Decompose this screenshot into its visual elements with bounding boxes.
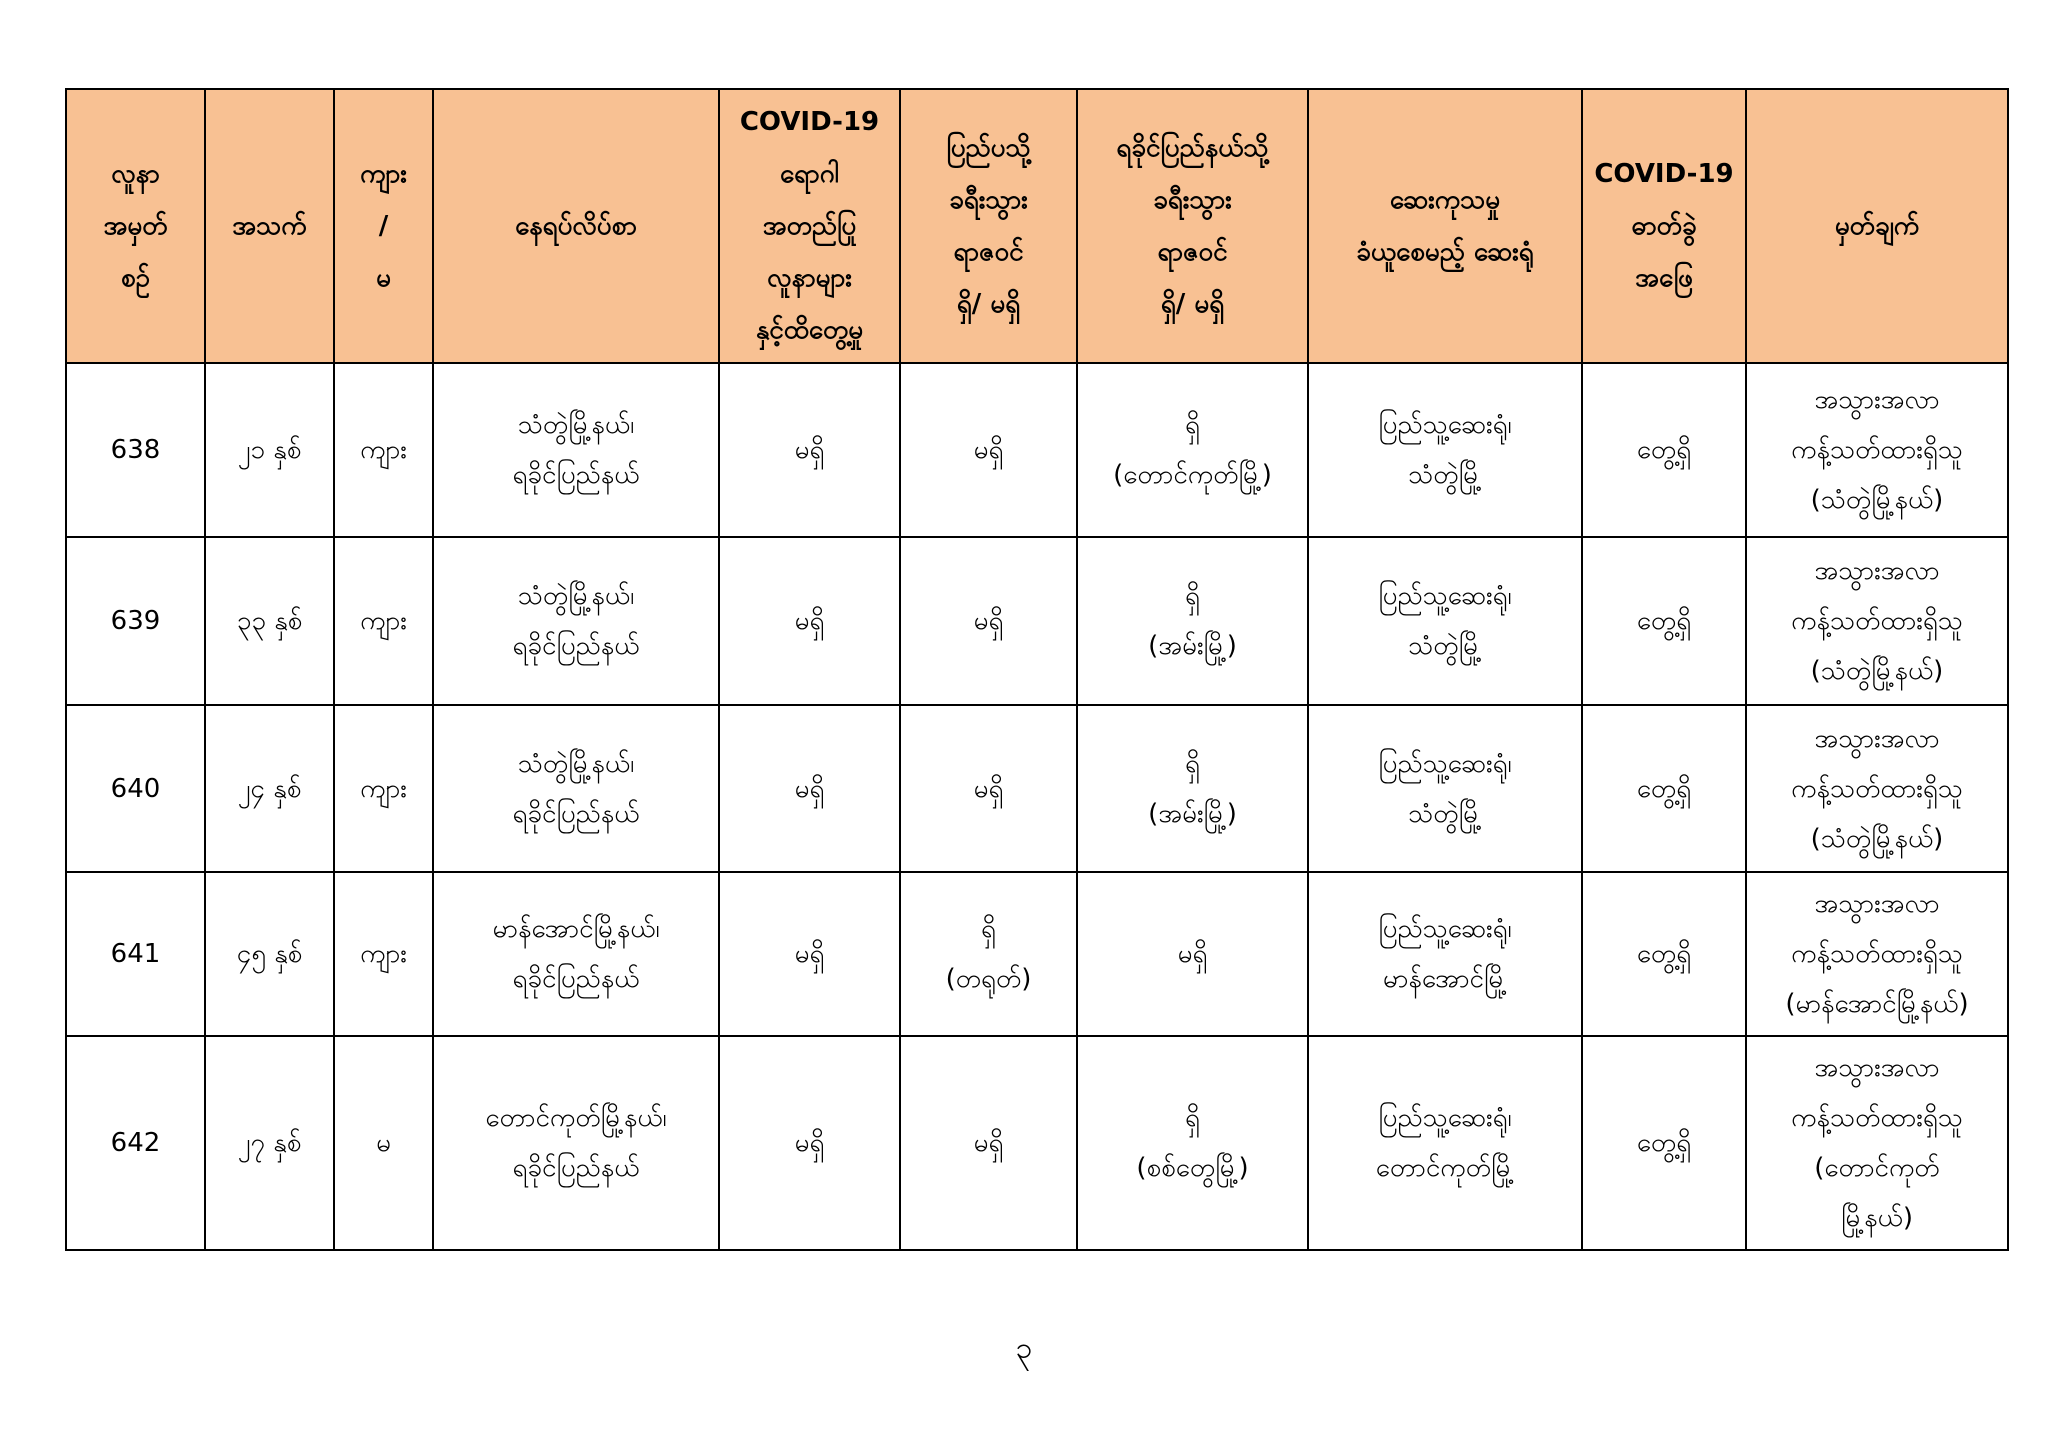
cell-address: သံတွဲမြို့နယ်၊ ရခိုင်ပြည်နယ် <box>433 537 719 705</box>
cell-remarks: အသွားအလာ ကန့်သတ်ထားရှိသူ (သံတွဲမြို့နယ်) <box>1746 537 2008 705</box>
cell-rakhine-travel: ရှိ (တောင်ကုတ်မြို့) <box>1077 363 1308 537</box>
cell-lab-result: တွေ့ရှိ <box>1582 872 1746 1036</box>
cell-hospital: ပြည်သူ့ဆေးရုံ၊ သံတွဲမြို့ <box>1308 363 1582 537</box>
cell-contact: မရှိ <box>719 705 900 872</box>
header-lab-result: COVID-19 ဓာတ်ခွဲ အဖြေ <box>1582 89 1746 363</box>
header-sex: ကျား / မ <box>334 89 433 363</box>
case-table <box>65 88 2009 1251</box>
cell-address: တောင်ကုတ်မြို့နယ်၊ ရခိုင်ပြည်နယ် <box>433 1036 719 1250</box>
header-contact-with-confirmed: COVID-19 ရောဂါ အတည်ပြု လူနာများ နှင့်ထိတွေ့မှု <box>719 89 900 363</box>
table-row <box>66 705 2008 872</box>
table-row <box>66 1036 2008 1250</box>
cell-lab-result: တွေ့ရှိ <box>1582 705 1746 872</box>
cell-foreign-travel: ရှိ (တရုတ်) <box>900 872 1077 1036</box>
cell-contact: မရှိ <box>719 537 900 705</box>
cell-lab-result: တွေ့ရှိ <box>1582 537 1746 705</box>
cell-remarks: အသွားအလာ ကန့်သတ်ထားရှိသူ (မာန်အောင်မြို့နယ်) <box>1746 872 2008 1036</box>
header-age: အသက် <box>205 89 334 363</box>
table-header-row <box>66 89 2008 363</box>
cell-remarks: အသွားအလာ ကန့်သတ်ထားရှိသူ (သံတွဲမြို့နယ်) <box>1746 363 2008 537</box>
cell-rakhine-travel: ရှိ (အမ်းမြို့) <box>1077 705 1308 872</box>
cell-sex: ကျား <box>334 705 433 872</box>
cell-lab-result: တွေ့ရှိ <box>1582 363 1746 537</box>
cell-contact: မရှိ <box>719 363 900 537</box>
cell-contact: မရှိ <box>719 872 900 1036</box>
cell-case-number: 642 <box>66 1036 205 1250</box>
cell-foreign-travel: မရှိ <box>900 1036 1077 1250</box>
cell-rakhine-travel: ရှိ (အမ်းမြို့) <box>1077 537 1308 705</box>
table-row <box>66 363 2008 537</box>
header-address: နေရပ်လိပ်စာ <box>433 89 719 363</box>
cell-case-number: 639 <box>66 537 205 705</box>
cell-address: မာန်အောင်မြို့နယ်၊ ရခိုင်ပြည်နယ် <box>433 872 719 1036</box>
cell-hospital: ပြည်သူ့ဆေးရုံ၊ မာန်အောင်မြို့ <box>1308 872 1582 1036</box>
header-rakhine-travel: ရခိုင်ပြည်နယ်သို့ ခရီးသွား ရာဇဝင် ရှိ/ မရှိ <box>1077 89 1308 363</box>
cell-remarks: အသွားအလာ ကန့်သတ်ထားရှိသူ (တောင်ကုတ် မြို့နယ်) <box>1746 1036 2008 1250</box>
cell-address: သံတွဲမြို့နယ်၊ ရခိုင်ပြည်နယ် <box>433 363 719 537</box>
cell-hospital: ပြည်သူ့ဆေးရုံ၊ တောင်ကုတ်မြို့ <box>1308 1036 1582 1250</box>
header-remarks: မှတ်ချက် <box>1746 89 2008 363</box>
header-foreign-travel: ပြည်ပသို့ ခရီးသွား ရာဇဝင် ရှိ/ မရှိ <box>900 89 1077 363</box>
cell-lab-result: တွေ့ရှိ <box>1582 1036 1746 1250</box>
table-row <box>66 537 2008 705</box>
cell-hospital: ပြည်သူ့ဆေးရုံ၊ သံတွဲမြို့ <box>1308 537 1582 705</box>
cell-address: သံတွဲမြို့နယ်၊ ရခိုင်ပြည်နယ် <box>433 705 719 872</box>
cell-contact: မရှိ <box>719 1036 900 1250</box>
cell-age: ၃၃ နှစ် <box>205 537 334 705</box>
cell-age: ၂၁ နှစ် <box>205 363 334 537</box>
cell-age: ၂၇ နှစ် <box>205 1036 334 1250</box>
cell-case-number: 638 <box>66 363 205 537</box>
cell-sex: ကျား <box>334 363 433 537</box>
header-treatment-hospital: ဆေးကုသမှု ခံယူစေမည့် ဆေးရုံ <box>1308 89 1582 363</box>
cell-age: ၂၄ နှစ် <box>205 705 334 872</box>
cell-sex: မ <box>334 1036 433 1250</box>
cell-remarks: အသွားအလာ ကန့်သတ်ထားရှိသူ (သံတွဲမြို့နယ်) <box>1746 705 2008 872</box>
cell-case-number: 641 <box>66 872 205 1036</box>
cell-rakhine-travel: မရှိ <box>1077 872 1308 1036</box>
cell-sex: ကျား <box>334 537 433 705</box>
header-case-number: လူနာ အမှတ် စဉ် <box>66 89 205 363</box>
cell-foreign-travel: မရှိ <box>900 537 1077 705</box>
page-number: ၃ <box>1015 1331 1033 1366</box>
cell-hospital: ပြည်သူ့ဆေးရုံ၊ သံတွဲမြို့ <box>1308 705 1582 872</box>
table-row <box>66 872 2008 1036</box>
cell-foreign-travel: မရှိ <box>900 705 1077 872</box>
cell-rakhine-travel: ရှိ (စစ်တွေမြို့) <box>1077 1036 1308 1250</box>
cell-sex: ကျား <box>334 872 433 1036</box>
cell-age: ၄၅ နှစ် <box>205 872 334 1036</box>
cell-case-number: 640 <box>66 705 205 872</box>
cell-foreign-travel: မရှိ <box>900 363 1077 537</box>
